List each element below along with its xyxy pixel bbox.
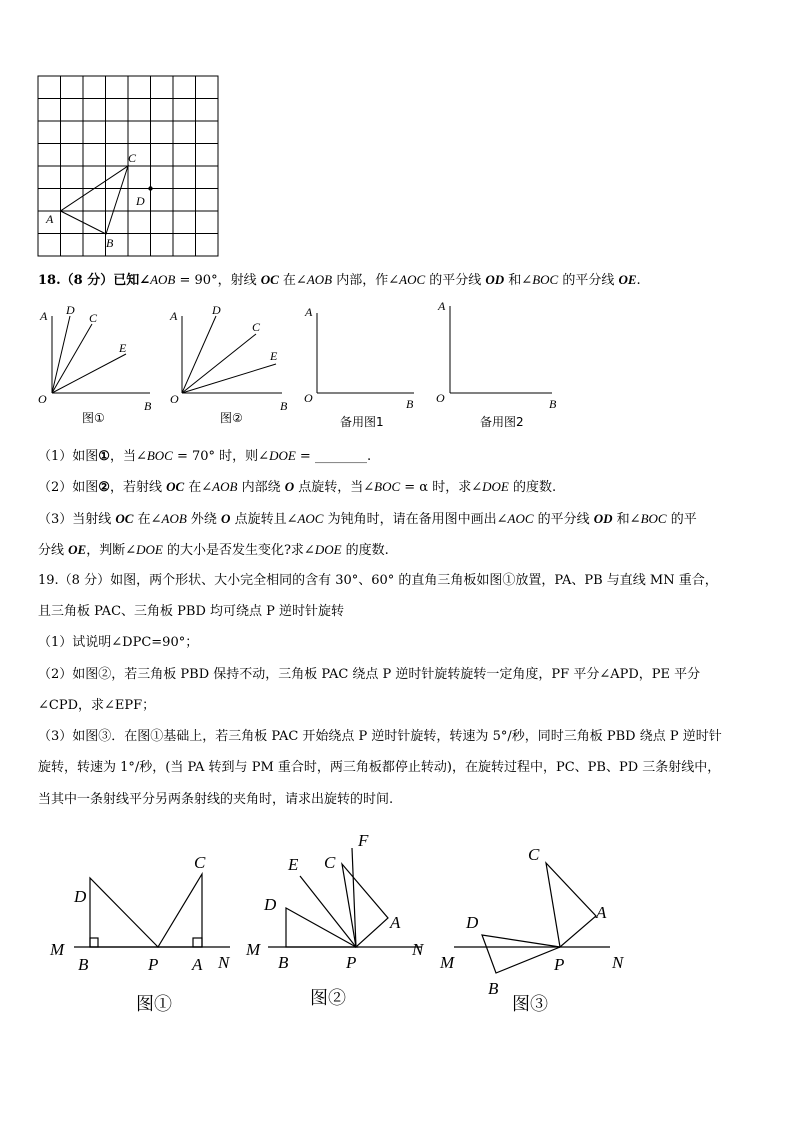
f1-label-a: A xyxy=(40,309,48,323)
s1-label-o: O xyxy=(304,391,313,405)
f2-label-c: C xyxy=(324,853,336,872)
f3-label-a: A xyxy=(596,903,607,922)
label-a: A xyxy=(46,212,54,226)
f2-label-n: N xyxy=(412,940,424,959)
f1-label-e: E xyxy=(119,341,127,355)
f2-label-p: P xyxy=(346,953,357,972)
s1-label-a: A xyxy=(305,305,313,319)
grid-figure xyxy=(36,74,226,262)
label-c: C xyxy=(128,151,137,165)
f1-label-o: O xyxy=(38,392,47,406)
f1-label-a: A xyxy=(192,955,203,974)
label-d: D xyxy=(136,194,145,208)
q18-part3-line2: 分线 OE，判断∠DOE 的大小是否发生变化?求∠DOE 的度数. xyxy=(38,542,389,558)
f2-label-o: O xyxy=(170,392,179,406)
f3-label-m: M xyxy=(440,953,455,972)
spare2-caption: 备用图2 xyxy=(480,415,524,429)
q18-part3-line1: （3）当射线 OC 在∠AOB 外绕 O 点旋转且∠AOC 为钝角时，请在备用图中画出∠AOC 的平分线 OD 和∠BOC 的平 xyxy=(38,511,697,527)
f1-caption: 图① xyxy=(82,411,105,425)
f3-caption: 图③ xyxy=(512,994,548,1014)
f2-label-b: B xyxy=(278,953,289,972)
f1-label-c: C xyxy=(89,311,98,325)
f2-label-a: A xyxy=(390,913,401,932)
f1-label-b: B xyxy=(144,399,152,413)
q19-line3: （1）试说明∠DPC=90°； xyxy=(38,635,199,650)
f2-label-d: D xyxy=(264,895,277,914)
triangle-abc xyxy=(61,166,129,234)
q19-line4: （2）如图②，若三角板 PBD 保持不动，三角板 PAC 绕点 P 逆时针旋转旋转一定角度，PF 平分∠APD，PE 平分 xyxy=(38,667,701,682)
q18-part2: （2）如图②，若射线 OC 在∠AOB 内部绕 O 点旋转，当∠BOC = α 时，求∠DOE 的度数. xyxy=(38,479,557,495)
f2-label-f: F xyxy=(358,831,369,850)
f1-label-d: D xyxy=(66,303,75,317)
q19-line1: 19.（8 分）如图，两个形状、大小完全相同的含有 30°、60° 的直角三角板如图①放置，PA、PB 与直线 MN 重合， xyxy=(38,573,718,588)
f3-label-c: C xyxy=(528,845,540,864)
f1-label-d: D xyxy=(74,887,87,906)
s2-label-a: A xyxy=(438,299,446,313)
f1-label-m: M xyxy=(50,940,65,959)
f2-label-d: D xyxy=(212,303,221,317)
f2-caption: 图② xyxy=(220,411,243,425)
f3-label-p: P xyxy=(554,955,565,974)
f1-label-n: N xyxy=(218,953,230,972)
f1-label-c: C xyxy=(194,853,206,872)
q19-line7: 旋转，转速为 1°/秒，(当 PA 转到与 PM 重合时，两三角板都停止转动)，在旋转过程中，PC、PB、PD 三条射线中， xyxy=(38,760,721,775)
spare1-caption: 备用图1 xyxy=(340,415,384,429)
f2-label-e: E xyxy=(270,349,278,363)
f3-label-b: B xyxy=(488,979,499,998)
q19-line2: 且三角板 PAC、三角板 PBD 均可绕点 P 逆时针旋转 xyxy=(38,604,345,619)
q19-line6: （3）如图③．在图①基础上，若三角板 PAC 开始绕点 P 逆时针旋转，转速为 5°/秒，同时三角板 PBD 绕点 P 逆时针 xyxy=(38,729,722,744)
s2-label-b: B xyxy=(549,397,557,411)
q18-figures xyxy=(30,298,570,434)
f1-caption: 图① xyxy=(136,994,172,1014)
q19-line5: ∠CPD，求∠EPF； xyxy=(38,698,156,713)
f1-label-p: P xyxy=(148,955,159,974)
f2-label-b: B xyxy=(280,399,288,413)
f2-caption: 图② xyxy=(310,988,346,1008)
f1-label-b: B xyxy=(78,955,89,974)
f2-label-e: E xyxy=(288,855,299,874)
label-b: B xyxy=(106,236,114,250)
s2-label-o: O xyxy=(436,391,445,405)
s1-label-b: B xyxy=(406,397,414,411)
q19-line8: 当其中一条射线平分另两条射线的夹角时，请求出旋转的时间. xyxy=(38,792,394,807)
f3-label-d: D xyxy=(466,913,479,932)
f2-label-c: C xyxy=(252,320,261,334)
q18-part1: （1）如图①，当∠BOC = 70° 时，则∠DOE = ________. xyxy=(38,448,372,464)
q18-stem: 18.（8 分）已知∠AOB = 90°，射线 OC 在∠AOB 内部，作∠AOC 的平分线 OD 和∠BOC 的平分线 OE. xyxy=(38,272,641,288)
f2-label-m: M xyxy=(246,940,261,959)
f2-label-a: A xyxy=(170,309,178,323)
q19-figures xyxy=(40,828,640,1024)
point-d xyxy=(148,186,152,190)
f3-label-n: N xyxy=(612,953,624,972)
